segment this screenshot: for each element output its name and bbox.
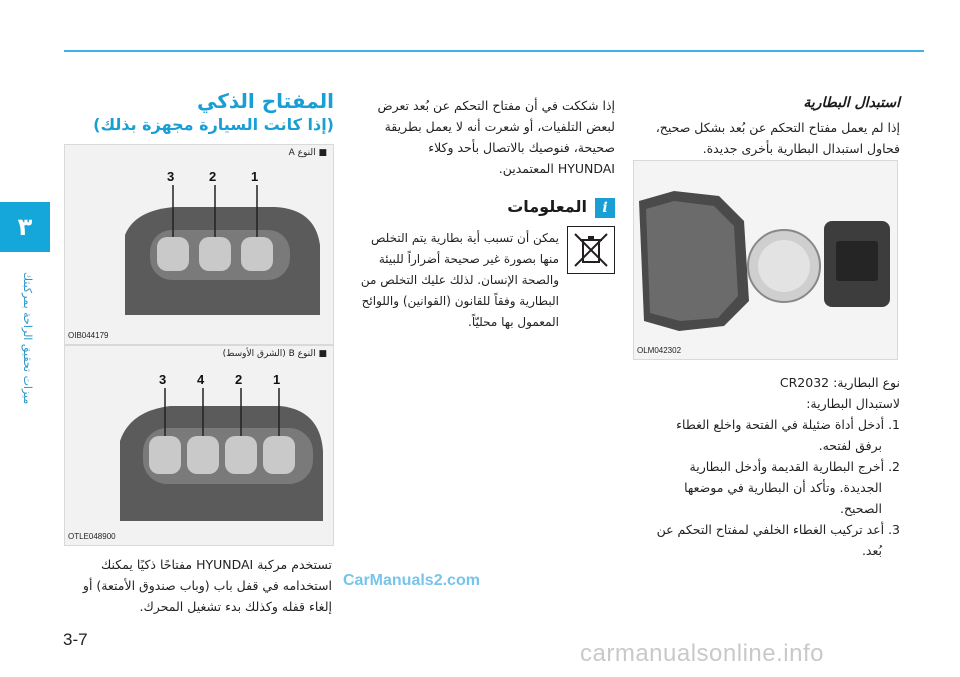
note-line: إذا شككت في أن مفتاح التحكم عن بُعد تعرض [377,98,615,113]
service-note-column [345,95,615,179]
battery-steps [632,372,900,561]
info-line: يمكن أن تسبب أية بطارية يتم التخلص [370,231,559,245]
step-line: 1. أدخل أداة ضئيلة في الفتحة واخلع الغطاء [676,417,900,432]
callout-label: 1 [251,169,259,184]
type-a-caption: ■ النوع A [288,148,327,158]
note-line: صحيحة، فنوصيك بالاتصال بأحد وكلاء [428,140,615,155]
body-line: إلغاء قفله وكذلك بدء تشغيل المحرك. [139,599,332,614]
step-line: 2. أخرج البطارية القديمة وأدخل البطارية [689,459,900,474]
type-a-key-illustration [65,145,333,344]
type-b-caption: ■ النوع B (الشرق الأوسط) [222,349,327,359]
type-b-figure [64,345,334,546]
callout-label: 2 [235,372,243,387]
info-line: منها بصورة غير صحيحة أضراراً للبيئة [378,252,559,266]
figure-code: OTLE048900 [68,532,116,541]
unlock-button[interactable] [199,237,231,271]
step-line: الجديدة. وتأكد أن البطارية في موضعها [684,480,882,495]
info-line: والصحة الإنسان. لذلك عليك التخلص من [360,273,559,287]
info-line: البطارية وفقاً للقانون (القوانين) واللوائح [361,294,559,308]
chapter-side-title: ميزات تحقيق الراحة بمركبتك [21,271,34,404]
battery-replacement-column [632,95,900,159]
info-icon: i [595,198,615,218]
battery-intro-line: فحاول استبدال البطارية بأخرى جديدة. [702,141,900,156]
header-rule [64,50,924,52]
chapter-tab[interactable] [0,202,50,252]
key-battery-illustration [634,161,897,359]
page-number: 3-7 [63,630,88,649]
step-line: برفق لفتحه. [818,438,882,453]
step-line: الصحيح. [839,501,882,516]
trunk-button[interactable] [157,237,189,271]
crossed-bin-icon [568,227,614,273]
watermark: CarManuals2.com [343,572,480,589]
trunk-button[interactable] [149,436,181,474]
body-line: استخدامه في قفل باب (وباب صندوق الأمتعة) أو [82,578,332,593]
smart-key-body [64,554,332,617]
smart-key-heading [64,88,334,136]
battery-intro-line: إذا لم يعمل مفتاح التحكم عن بُعد بشكل صحيح، [655,120,900,135]
chapter-number: ٣ [17,213,33,241]
figure-code: OLM042302 [637,346,682,355]
steps-title: لاستبدال البطارية: [806,396,900,411]
callout-label: 3 [167,169,175,184]
panic-button[interactable] [187,436,219,474]
body-line: تستخدم مركبة HYUNDAI مفتاحًا ذكيًا يمكنك [100,557,332,572]
footer-watermark: carmanualsonline.info [580,640,824,667]
coin-battery-face [758,240,810,292]
key-shell-inner [646,201,738,321]
smart-key-subtitle: (إذا كانت السيارة مجهزة بذلك) [93,115,334,134]
lock-button[interactable] [263,436,295,474]
battery-type: نوع البطارية: CR2032 [779,375,900,390]
callout-label: 3 [159,372,167,387]
recycle-bin-icon [567,226,615,274]
figure-code: OIB044179 [68,331,109,340]
unlock-button[interactable] [225,436,257,474]
info-body [345,228,559,333]
lock-button[interactable] [241,237,273,271]
callout-label: 1 [273,372,281,387]
battery-section-title: استبدال البطارية [803,95,900,111]
info-line: المعمول بها محليّاً. [468,315,559,329]
cover-recess [836,241,878,281]
note-line: HYUNDAI المعتمدين. [498,161,615,176]
callout-label: 2 [209,169,217,184]
step-line: بُعد. [861,543,882,558]
smart-key-title: المفتاح الذكي [196,89,334,113]
info-title: المعلومات [507,197,587,216]
battery-figure [633,160,898,360]
callout-label: 4 [197,372,205,387]
step-line: 3. أعد تركيب الغطاء الخلفي لمفتاح التحكم عن [656,522,900,537]
info-header [345,198,615,220]
note-line: لبعض التلفيات، أو شعرت أنه لا يعمل بطريقة [384,119,615,134]
type-a-figure [64,144,334,345]
